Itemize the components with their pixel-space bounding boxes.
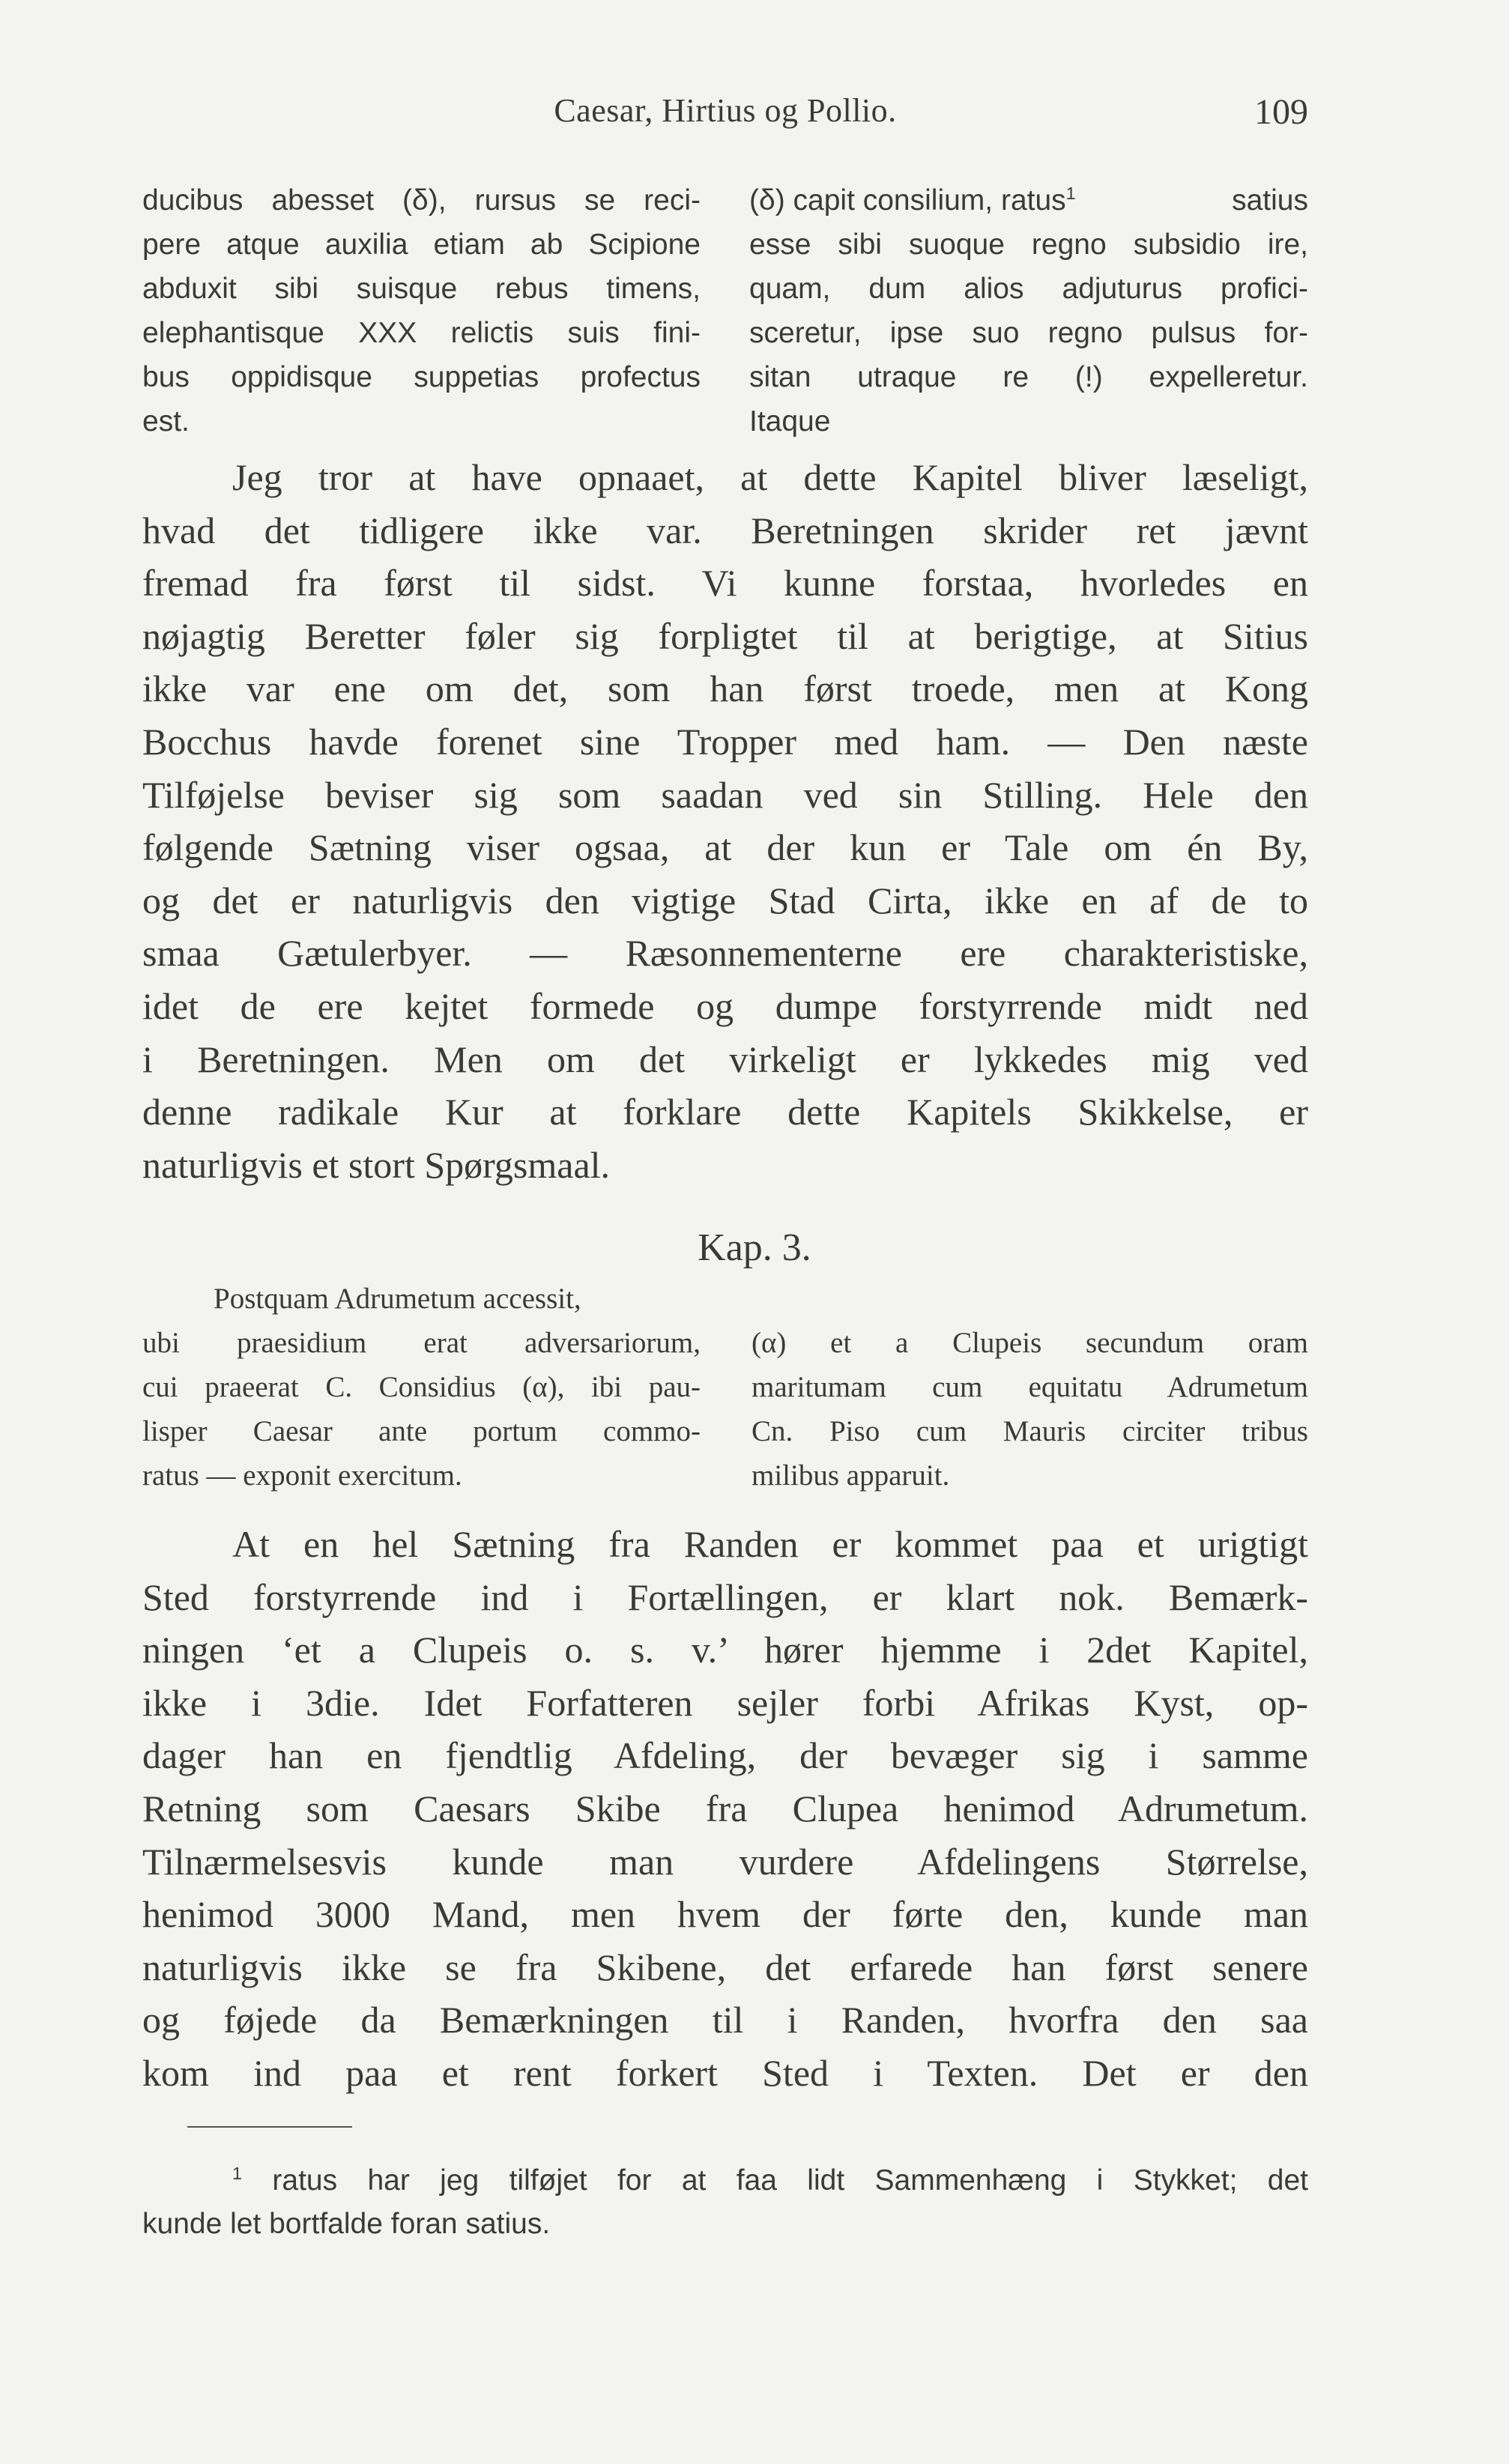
- latin-text: satius: [1232, 184, 1308, 217]
- text-line: At en hel Sætning fra Randen er kommet paa et urigtigt: [232, 1523, 1308, 1565]
- latin-line: sceretur, ipse suo regno pulsus for-: [749, 317, 1308, 349]
- footnote-text: ratus har jeg tilføjet for at faa lidt Sammenhæng i Stykket; det: [272, 2164, 1308, 2197]
- text-line: Tilnærmelsesvis kunde man vurdere Afdelingens Størrelse,: [142, 1840, 1308, 1883]
- text-line: dager han en fjendtlig Afdeling, der bevæger sig i samme: [142, 1734, 1308, 1777]
- footnote-line: [142, 2159, 1308, 2203]
- text-line: i Beretningen. Men om det virkeligt er lykkedes mig ved: [142, 1038, 1308, 1080]
- text-line: følgende Sætning viser ogsaa, at der kun er Tale om én By,: [142, 826, 1308, 869]
- text-line: ningen ‘et a Clupeis o. s. v.’ hører hjemme i 2det Kapitel,: [142, 1629, 1308, 1671]
- chapter-latin-right: [752, 1321, 1308, 1498]
- text-line: ikke var ene om det, som han først troede, men at Kong: [142, 668, 1308, 710]
- latin-line: quam, dum alios adjuturus profici-: [749, 273, 1308, 305]
- text-line: og føjede da Bemærkningen til i Randen, hvorfra den saa: [142, 1999, 1308, 2041]
- latin-line: cui praeerat C. Considius (α), ibi pau-: [142, 1371, 701, 1403]
- text-line: ikke i 3die. Idet Forfatteren sejler forbi Afrikas Kyst, op-: [142, 1681, 1308, 1724]
- latin-line: (α) et a Clupeis secundum oram: [752, 1327, 1308, 1359]
- latin-line: Postquam Adrumetum accessit,: [214, 1283, 581, 1315]
- commentary-paragraph-1: [142, 451, 1308, 1191]
- latin-line: Cn. Piso cum Mauris circiter tribus: [752, 1415, 1308, 1447]
- latin-line: lisper Caesar ante portum commo-: [142, 1415, 701, 1447]
- text-line: denne radikale Kur at forklare dette Kapitels Skikkelse, er: [142, 1091, 1308, 1133]
- latin-text: (δ) capit consilium, ratus: [749, 184, 1066, 217]
- latin-line: milibus apparuit.: [752, 1459, 950, 1492]
- latin-column-left: [142, 178, 701, 444]
- latin-column-right: [749, 178, 1308, 444]
- latin-line: abduxit sibi suisque rebus timens,: [142, 273, 701, 305]
- text-line: naturligvis ikke se fra Skibene, det erfarede han først senere: [142, 1946, 1308, 1988]
- text-line: og det er naturligvis den vigtige Stad Cirta, ikke en af de to: [142, 879, 1308, 921]
- page-header: [142, 91, 1308, 136]
- text-line: nøjagtig Beretter føler sig forpligtet til at berigtige, at Sitius: [142, 614, 1308, 657]
- running-title: Caesar, Hirtius og Pollio.: [554, 92, 897, 129]
- footnote-reference: 1: [1065, 184, 1076, 203]
- latin-line: ubi praesidium erat adversariorum,: [142, 1327, 701, 1359]
- text-line: Sted forstyrrende ind i Fortællingen, er klart nok. Bemærk-: [142, 1575, 1308, 1618]
- latin-line: sitan utraque re (!) expelleretur.: [749, 361, 1308, 393]
- text-line: henimod 3000 Mand, men hvem der førte den, kunde man: [142, 1893, 1308, 1936]
- text-line: Bocchus havde forenet sine Tropper med ham. — Den næste: [142, 720, 1308, 763]
- latin-line: ducibus abesset (δ), rursus se reci-: [142, 184, 701, 217]
- latin-line: pere atque auxilia etiam ab Scipione: [142, 228, 701, 261]
- text-line: Jeg tror at have opnaaet, at dette Kapitel bliver læseligt,: [232, 456, 1308, 498]
- chapter-latin-left: [142, 1277, 701, 1498]
- footnote-marker: 1: [232, 2164, 243, 2183]
- text-line: Retning som Caesars Skibe fra Clupea henimod Adrumetum.: [142, 1787, 1308, 1829]
- footnote-line: kunde let bortfalde foran satius.: [142, 2208, 551, 2240]
- latin-line: Itaque: [749, 405, 831, 438]
- text-line: naturligvis et stort Spørgsmaal.: [142, 1143, 611, 1186]
- latin-line: bus oppidisque suppetias profectus: [142, 361, 701, 393]
- latin-line: maritumam cum equitatu Adrumetum: [752, 1371, 1308, 1403]
- text-line: smaa Gætulerbyer. — Ræsonnementerne ere charakteristiske,: [142, 932, 1308, 975]
- footnote-rule: [187, 2126, 352, 2128]
- footnote: [142, 2159, 1308, 2246]
- chapter-heading: Kap. 3.: [698, 1226, 811, 1269]
- latin-line: esse sibi suoque regno subsidio ire,: [749, 228, 1308, 261]
- latin-line: elephantisque XXX relictis suis fini-: [142, 317, 701, 349]
- commentary-paragraph-2: [142, 1518, 1308, 2100]
- text-line: kom ind paa et rent forkert Sted i Texten. Det er den: [142, 2051, 1308, 2094]
- latin-line: ratus — exponit exercitum.: [142, 1459, 462, 1492]
- text-line: fremad fra først til sidst. Vi kunne forstaa, hvorledes en: [142, 562, 1308, 605]
- latin-line-with-footnote: [749, 178, 1308, 223]
- latin-line: est.: [142, 405, 190, 438]
- text-line: idet de ere kejtet formede og dumpe forstyrrende midt ned: [142, 984, 1308, 1027]
- text-line: hvad det tidligere ikke var. Beretningen skrider ret jævnt: [142, 509, 1308, 551]
- page-number: 109: [1254, 92, 1308, 132]
- text-line: Tilføjelse beviser sig som saadan ved sin Stilling. Hele den: [142, 773, 1308, 816]
